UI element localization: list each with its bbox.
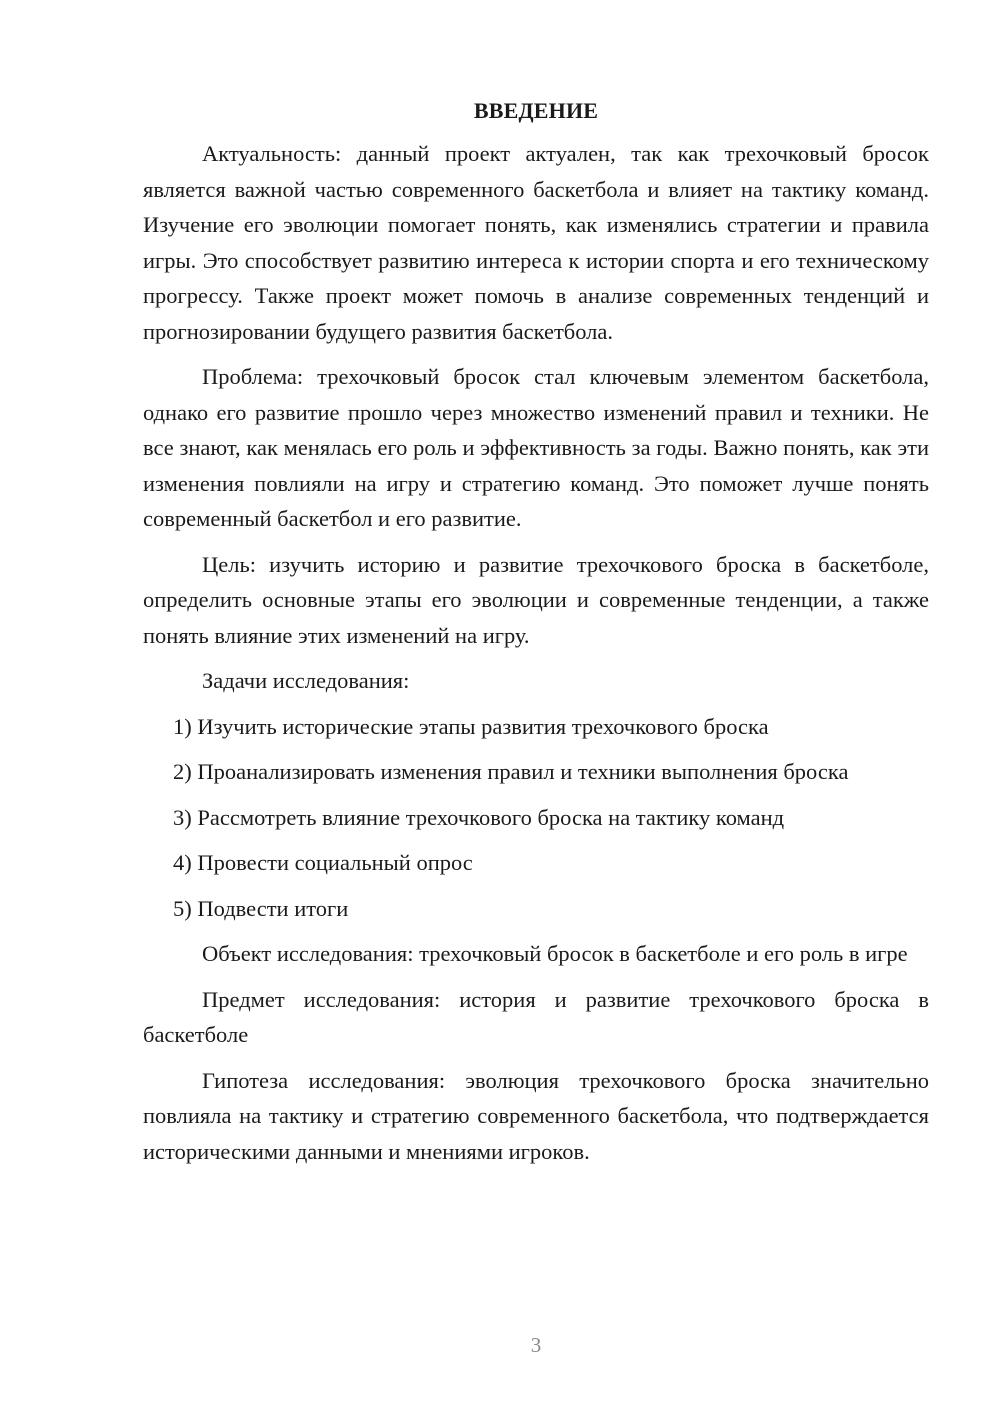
- page-title: ВВЕДЕНИЕ: [473, 98, 599, 123]
- hypothesis-paragraph: Гипотеза исследования: эволюция трехочкового броска значительно повлияла на тактику и стратегию современного баскетбола, что подтверждается историческими данными и мнениями игроков.: [143, 1067, 929, 1164]
- subject-paragraph: Предмет исследования: история и развитие трехочкового броска в баскетболе: [143, 986, 929, 1047]
- document-page: [143, 96, 929, 1179]
- task-item: 5) Подвести итоги: [173, 895, 349, 921]
- tasks-title: Задачи исследования:: [202, 668, 410, 693]
- object-paragraph: Объект исследования: трехочковый бросок в баскетболе и его роль в игре: [202, 941, 908, 966]
- page-number: 3: [530, 1333, 542, 1357]
- task-item: 2) Проанализировать изменения правил и техники выполнения броска: [173, 759, 849, 784]
- task-item: 3) Рассмотреть влияние трехочкового броска на тактику команд: [173, 804, 785, 830]
- goal-paragraph: Цель: изучить историю и развитие трехочкового броска в баскетболе, определить основные этапы его эволюции и современные тенденции, а также понять влияние этих изменений на игру.: [143, 551, 929, 648]
- task-item: 4) Провести социальный опрос: [173, 850, 473, 875]
- relevance-paragraph: Актуальность: данный проект актуален, так как трехочковый бросок является важной частью современного баскетбола и влияет на тактику команд. Изучение его эволюции помогает понять, как изменялись стратегии и правила игры. Это способствует развитию интереса к истории спорта и его техническому прогрессу. Также проект может помочь в анализе современных тенденций и прогнозировании будущего развития баскетбола.: [143, 141, 929, 344]
- task-item: 1) Изучить исторические этапы развития трехочкового броска: [173, 713, 769, 739]
- tasks-list: [143, 709, 929, 927]
- problem-paragraph: Проблема: трехочковый бросок стал ключевым элементом баскетбола, однако его развитие прошло через множество изменений правил и техники. Не все знают, как менялась его роль и эффективность за годы. Важно понять, как эти изменения повлияли на игру и стратегию команд. Это поможет лучше понять современный баскетбол и его развитие.: [143, 364, 929, 531]
